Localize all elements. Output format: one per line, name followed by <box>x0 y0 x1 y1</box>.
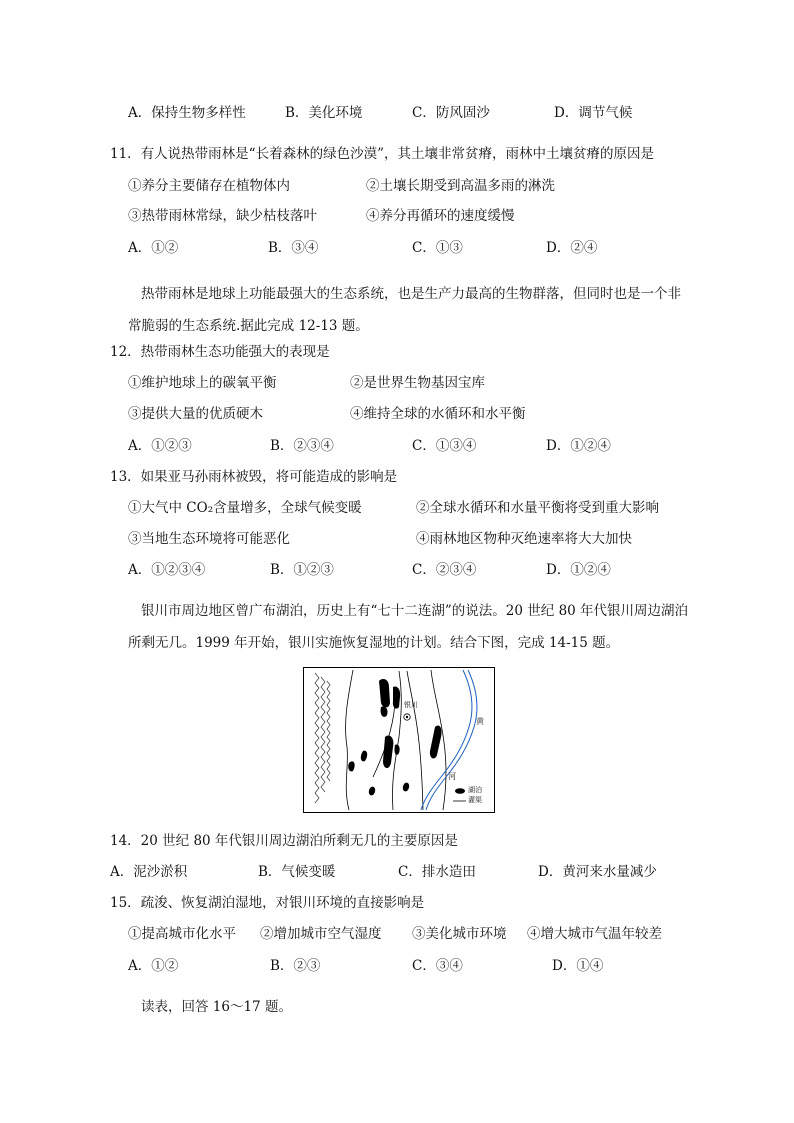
q12-option-c: C．①③④ <box>412 438 477 454</box>
q14-stem: 14．20 世纪 80 年代银川周边湖泊所剩无几的主要原因是 <box>110 833 458 849</box>
q12-option-d: D．①②④ <box>546 438 611 454</box>
q14-option-a: A．泥沙淤积 <box>110 864 188 880</box>
q11-item-4: ④养分再循环的速度缓慢 <box>366 208 515 224</box>
q13-stem: 13．如果亚马孙雨林被毁，将可能造成的影响是 <box>110 469 398 485</box>
q11-option-a: A．①② <box>128 240 179 256</box>
q10-option-d: D．调节气候 <box>554 105 633 121</box>
q14-option-d: D．黄河来水量减少 <box>538 864 657 880</box>
map-label-huang: 黄 <box>476 717 484 726</box>
q12-item-2: ②是世界生物基因宝库 <box>350 375 485 391</box>
q15-option-c: C．③④ <box>412 958 463 974</box>
map-drawing <box>303 667 495 813</box>
q11-item-1: ①养分主要储存在植物体内 <box>128 178 290 194</box>
q15-option-a: A．①② <box>128 958 179 974</box>
q12-item-4: ④维持全球的水循环和水平衡 <box>350 406 526 422</box>
q15-item-1: ①提高城市化水平 <box>128 926 236 942</box>
q14-option-c: C．排水造田 <box>398 864 476 880</box>
legend-lake-symbol <box>455 788 465 794</box>
q13-option-d: D．①②④ <box>546 562 611 578</box>
q15-item-3: ③美化城市环境 <box>412 926 507 942</box>
q11-item-3: ③热带雨林常绿，缺少枯枝落叶 <box>128 208 317 224</box>
intro-paragraph-14-15: 银川市周边地区曾广布湖泊，历史上有“七十二连湖”的说法。20 世纪 80 年代银川周边湖泊所剩无几。1999 年开始，银川实施恢复湿地的计划。结合下图，完成 14-15 题。 <box>128 603 689 651</box>
q15-item-4: ④增大城市气温年较差 <box>527 926 662 942</box>
q12-option-b: B．②③④ <box>270 438 334 454</box>
q11-option-b: B．③④ <box>268 240 319 256</box>
q10-option-c: C．防风固沙 <box>412 105 490 121</box>
q14-option-b: B．气候变暖 <box>258 864 336 880</box>
map-label-yinchuan: 银川 <box>404 701 418 709</box>
q10-option-a: A．保持生物多样性 <box>128 105 246 121</box>
q15-item-2: ②增加城市空气湿度 <box>260 926 382 942</box>
q15-stem: 15．疏浚、恢复湖泊湿地，对银川环境的直接影响是 <box>110 895 425 911</box>
q13-item-4: ④雨林地区物种灭绝速率将大大加快 <box>416 531 632 547</box>
q12-item-1: ①维护地球上的碳氧平衡 <box>128 375 277 391</box>
q12-option-a: A．①②③ <box>128 438 192 454</box>
q15-option-d: D．①④ <box>552 958 604 974</box>
q13-option-b: B．①②③ <box>270 562 334 578</box>
intro-16-17: 读表，回答 16～17 题。 <box>141 999 292 1015</box>
q12-stem: 12．热带雨林生态功能强大的表现是 <box>110 344 330 360</box>
q12-item-3: ③提供大量的优质硬木 <box>128 406 263 422</box>
legend-lake-label: 湖泊 <box>468 786 482 794</box>
map-label-he: 河 <box>448 772 456 781</box>
q13-item-3: ③当地生态环境将可能恶化 <box>128 531 290 547</box>
q13-option-a: A．①②③④ <box>128 562 206 578</box>
yinchuan-lake-map <box>303 667 495 813</box>
q10-option-b: B．美化环境 <box>285 105 363 121</box>
legend-canal-label: 灌渠 <box>468 796 482 804</box>
q15-option-b: B．②③ <box>270 958 321 974</box>
q13-item-2: ②全球水循环和水量平衡将受到重大影响 <box>416 500 659 516</box>
q13-item-1: ①大气中 CO₂含量增多，全球气候变暖 <box>128 500 362 516</box>
q11-item-2: ②土壤长期受到高温多雨的淋洗 <box>366 178 555 194</box>
q13-option-c: C．②③④ <box>412 562 477 578</box>
q11-option-d: D．②④ <box>546 240 598 256</box>
intro-paragraph-12-13: 热带雨林是地球上功能最强大的生态系统，也是生产力最高的生物群落，但同时也是一个非常脆弱的生态系统.据此完成 12-13 题。 <box>128 286 681 334</box>
q11-option-c: C．①③ <box>412 240 463 256</box>
q11-stem: 11．有人说热带雨林是“长着森林的绿色沙漠”，其土壤非常贫瘠，雨林中土壤贫瘠的原因是 <box>110 146 654 162</box>
